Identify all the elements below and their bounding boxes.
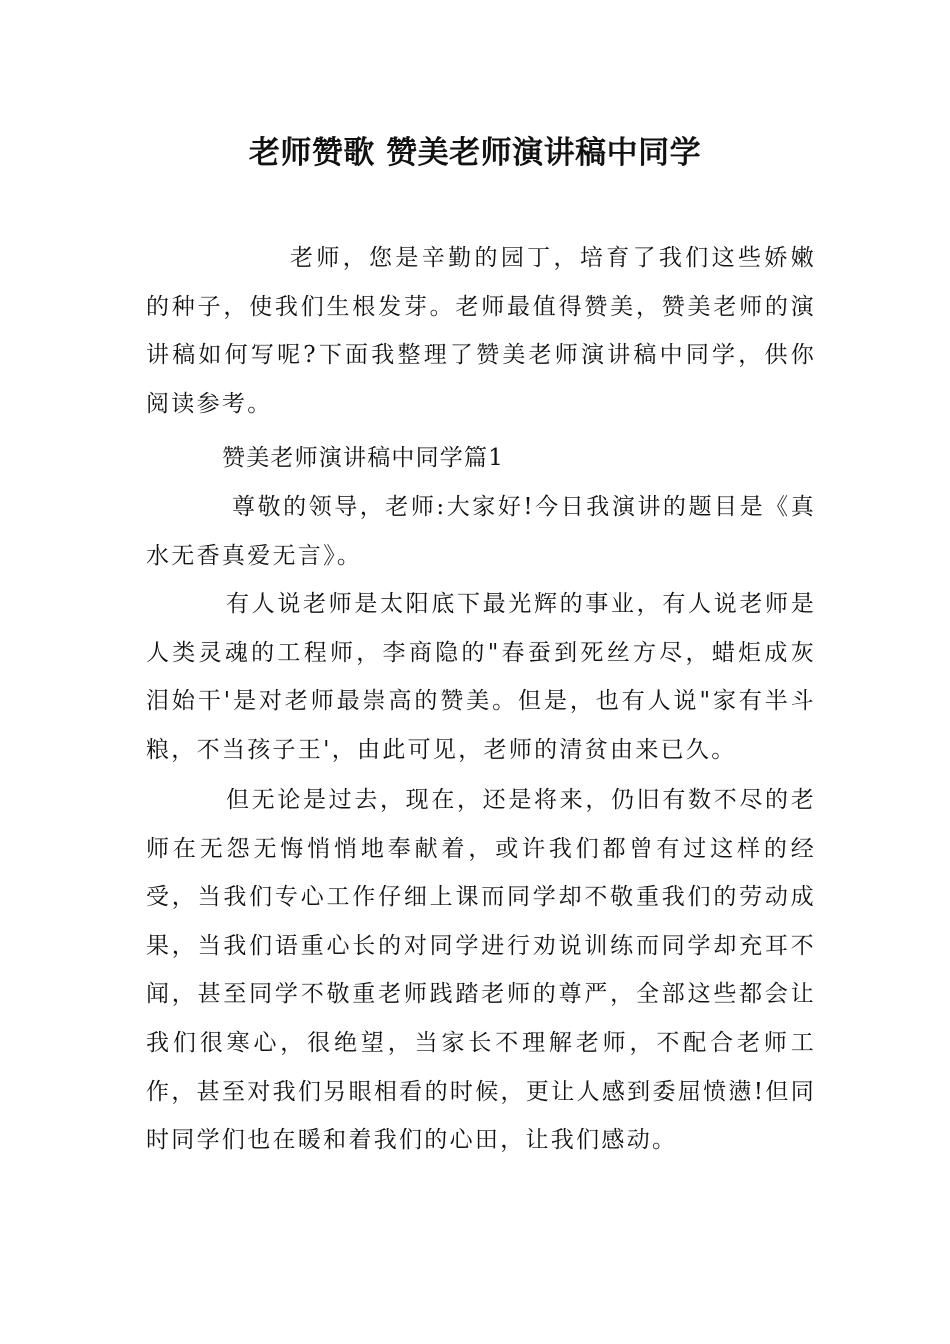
intro-paragraph: 老师，您是辛勤的园丁，培育了我们这些娇嫩的种子，使我们生根发芽。老师最值得赞美，赞美老师的演讲稿如何写呢?下面我整理了赞美老师演讲稿中同学，供你阅读参考。	[146, 245, 816, 417]
body-paragraph: 有人说老师是太阳底下最光辉的事业，有人说老师是人类灵魂的工程师，李商隐的"春蚕到死丝方尽，蜡炬成灰泪始干'是对老师最崇高的赞美。但是，也有人说"家有半斗粮，不当孩子王'，由此可见，老师的清贫由来已久。	[146, 591, 816, 763]
document-title: 老师赞歌 赞美老师演讲稿中同学	[248, 135, 702, 171]
greeting-paragraph: 尊敬的领导，老师:大家好!今日我演讲的题目是《真水无香真爱无言》。	[146, 494, 816, 569]
body-paragraph: 但无论是过去，现在，还是将来，仍旧有数不尽的老师在无怨无悔悄悄地奉献着，或许我们都曾有过这样的经受，当我们专心工作仔细上课而同学却不敬重我们的劳动成果，当我们语重心长的对同学进行劝说训练而同学却充耳不闻，甚至同学不敬重老师践踏老师的尊严，全部这些都会让我们很寒心，很绝望，当家长不理解老师，不配合老师工作，甚至对我们另眼相看的时候，更让人感到委屈愤懑!但同时同学们也在暖和着我们的心田，让我们感动。	[146, 787, 816, 1154]
section-heading: 赞美老师演讲稿中同学篇1	[222, 445, 505, 471]
